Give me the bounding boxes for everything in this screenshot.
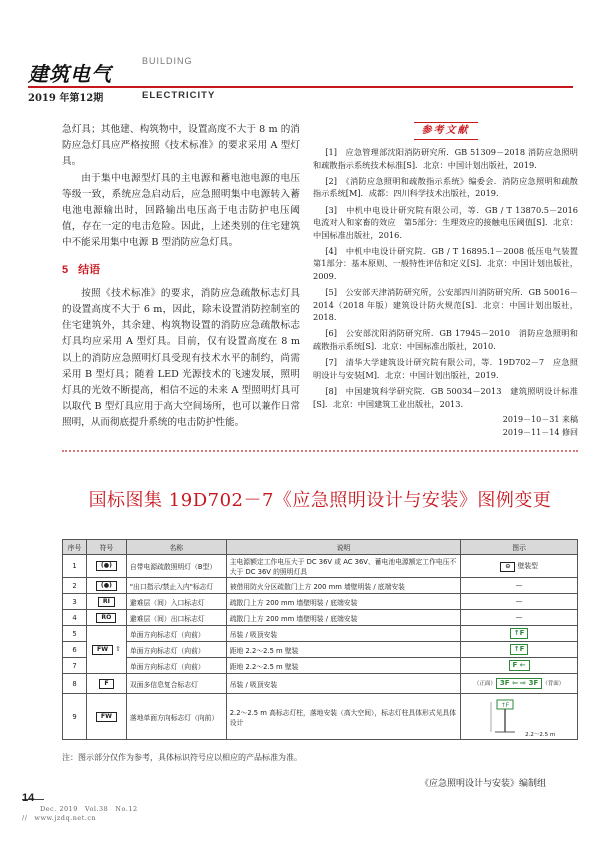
table-row: 3 RI 避难层（间）入口标志灯 疏散门上方 200 mm 墙壁明装 / 底端安装 — [63,594,578,610]
lamp-icon: ⊖ [500,562,515,572]
symbol-lamp-icon: (●) [96,561,117,571]
issue-label: 2019 年第12期 [28,93,104,104]
reference-item: [2] 《消防应急照明和疏散指示系统》编委会．消防应急照明和疏散指示系统[M]．成都：四川科学技术出版社，2019. [313,176,578,199]
reference-item: [7] 清华大学建筑设计研究院有限公司，等．19D702－7 应急照明设计与安装[M]．北京：中国计划出版社，2019. [313,357,578,380]
page-number: 14 [22,792,35,804]
header-rule [28,86,573,88]
direction-sign-figure: ↑F [510,644,529,655]
floor-sign-symbol: FW [96,712,117,722]
journal-logo: 建筑电气 [28,62,112,86]
paragraph-1: 急灯具；其他建、构筑物中，设置高度不大于 8 m 的消防应急灯具应严格按照《技术标准》的要求采用 A 型灯具。 [62,124,300,168]
table-row: 6 单面方向标志灯（向前） 距地 2.2～2.5 m 壁装 ↑F [63,642,578,658]
table-row: 2 (●) "出口指示/禁止入内"标志灯 被借用防火分区疏散门上方 200 mm 墙壁明装 / 底端安装 — [63,578,578,594]
legend-table [62,539,578,740]
journal-header [28,52,573,104]
reference-item: [3] 中机中电设计研究院有限公司，等．GB / T 13870.5－2016 电流对人和家畜的效应 第5部分：生理效应的接触电压阈值[S]．北京：中国标准出版社，2016. [313,204,587,240]
legend-change-title: 国标图集 19D702－7《应急照明设计与安装》图例变更 [88,490,552,511]
composite-sign-symbol: F [99,679,113,689]
table-row: 7 单面方向标志灯（向前） 距地 2.2～2.5 m 壁装 F ← [63,658,578,674]
reference-item: [1] 应急管理部沈阳消防研究所．GB 51309－2018 消防应急照明和疏散指示系统技术标准[S]．北京：中国计划出版社，2019. [313,147,578,170]
section-number: 5 [62,263,69,276]
reference-item: [4] 中机中电设计研究院．GB / T 16895.1－2008 低压电气装置 第1部分：基本原则、一般特性评估和定义[S]．北京：中国计划出版社，2009. [313,246,587,281]
direction-sign-figure: ↑F [510,628,529,639]
col-header-no: 序号 [63,540,87,555]
section-divider [62,450,578,452]
arrow-up-icon: ⇧ [115,644,121,653]
direction-sign-symbol: FW [92,645,113,655]
reference-item: [5] 公安部天津消防研究所，公安部四川消防研究所．GB 50016－2014（2018 年版）建筑设计防火规范[S]．北京：中国计划出版社，2018. [313,287,578,323]
footer-url: // www.jzdq.net.cn [22,814,97,822]
table-row: 5 FW ⇧ 单面方向标志灯（向前） 吊装 / 吸顶安装 ↑F [63,626,578,642]
footer-issue: Dec. 2019 Vol.38 No.12 [40,805,138,813]
refuge-entry-symbol: RI [98,597,115,607]
reference-item: [6] 公安部沈阳消防研究所．GB 17945－2010 消防应急照明和疏散指示系统[S]．北京：中国标准出版社，2010. [313,328,578,351]
svg-text:↑F: ↑F [500,701,510,709]
paragraph-3: 按照《技术标准》的要求，消防应急疏散标志灯具的设置高度不大于 6 m，因此，除未设置消防控制室的住宅建筑外，其余建、构筑物设置的消防应急疏散标志灯具均应采用 A 型灯具。目前，仅有设置高度在 8 m 以上的消防应急照明灯具受现有技术水平的制约，尚需采用 B 型灯具；随着 LED 光源技术的飞速发展，照明灯具的光效不断提高，相信不远的未来 A 型照明灯具可以取代 B 型灯具应用于高大空间场所，也可以兼作日常照明，从而彻底提升系统的电击防护性能。 [62,287,300,429]
section-heading [62,262,300,278]
left-column [62,122,300,432]
exit-sign-symbol: (●) [96,581,117,591]
col-header-desc: 说明 [226,540,460,555]
floor-sign-post-icon [483,696,523,736]
section-title: 结语 [78,263,101,276]
col-header-symbol: 符号 [86,540,126,555]
refuge-exit-symbol: RO [96,613,116,623]
journal-name-en-2: ELECTRICITY [142,90,216,101]
received-date: 2019－10－31 来稿 [502,414,578,424]
direction-sign-figure: F ← [509,660,530,671]
reference-item: [8] 中国建筑科学研究院．GB 50034－2013 建筑照明设计标准[S]．北京：中国建筑工业出版社，2013. [313,386,578,409]
table-row: 9 FW 落地单面方向标志灯（向前） 2.2～2.5 m 高标志灯柱，落地安装（高大空间），标志灯柱具体形式见具体设计 ↑F 2.2～2.5 m [63,694,578,740]
col-header-fig: 图示 [461,540,578,555]
paragraph-2: 由于集中电源型灯具的主电源和蓄电池电源的电压等级一致，系统应急启动后，应急照明集中电源转入蓄电池电源输出时，回路输出电压高于电击防护电压阈值，存在一定的电击危险。因此，上述类别的住宅建筑中不能采用集中电源 B 型消防应急灯具。 [62,172,300,249]
author-credit: 《应急照明设计与安装》编制组 [420,779,547,789]
table-row: 4 RO 避难层（间）出口标志灯 疏散门上方 200 mm 墙壁明装 / 底端安装 — [63,610,578,626]
table-row: 8 F 双面多信息复合标志灯 吊装 / 吸顶安装 （正面） 3F ⇦ ⇨ 3F （背面） [63,674,578,694]
journal-name-en-1: BUILDING [142,56,193,66]
table-header-row [63,540,578,555]
revised-date: 2019－11－14 修回 [502,427,578,437]
table-note: 注：图示部分仅作为参考，具体标识符号应以相应的产品标准为准。 [62,753,302,762]
references-heading: 参考文献 [313,122,578,140]
references-column [313,122,587,438]
composite-sign-figure: 3F ⇦ ⇨ 3F [496,678,542,689]
col-header-name: 名称 [126,540,226,555]
table-row: 1 (●) 自带电源疏散照明灯（B型） 主电源额定工作电压大于 DC 36V 或 AC 36V、蓄电池电源额定工作电压不大于 DC 36V 的照明灯具 ⊖ 壁装型 [63,555,578,578]
